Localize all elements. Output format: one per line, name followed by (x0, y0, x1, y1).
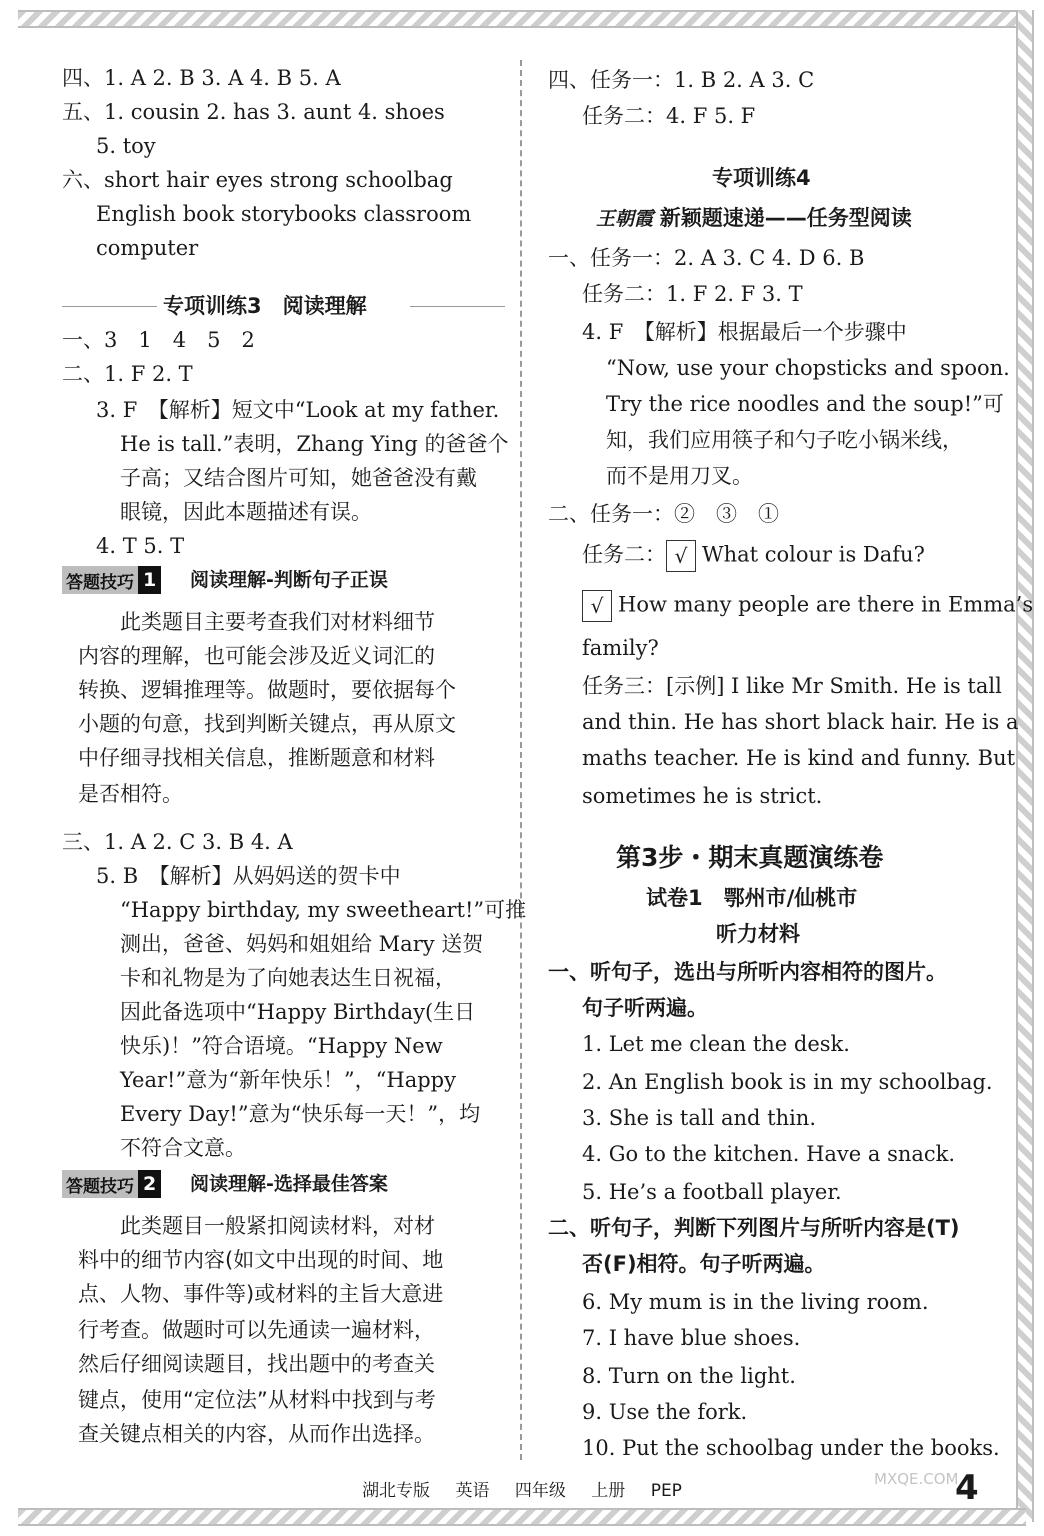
tip1-text-4: 小题的句意，找到判断关键点，再从原文 (78, 712, 456, 736)
t2-task2-q2-cont: family? (582, 636, 659, 660)
tip2-badge (62, 1170, 161, 1198)
listen2-item: 10. Put the schoolbag under the books. (582, 1436, 1000, 1460)
answer-section-5: 五、1. cousin 2. has 3. aunt 4. shoes (62, 100, 445, 124)
listen2-item: 8. Turn on the light. (582, 1364, 796, 1388)
t2-task3-2: and thin. He has short black hair. He is a (582, 710, 1019, 734)
q3-explanation-4: 卡和礼物是为了向她表达生日祝福， (120, 966, 456, 990)
tip1-badge (62, 566, 161, 594)
tip1-text-1: 此类题目主要考查我们对材料细节 (120, 610, 435, 634)
paper-title: 试卷1 鄂州市/仙桃市 (646, 886, 858, 910)
tip1-badge-number: 1 (138, 566, 161, 594)
training4-subtitle: 新颖题速递——任务型阅读 (659, 206, 912, 230)
t1-task2: 任务二：1. F 2. F 3. T (582, 282, 803, 306)
listen1-item: 1. Let me clean the desk. (582, 1032, 850, 1056)
q3-explanation-5: 因此备选项中“Happy Birthday(生日 (120, 1000, 476, 1024)
t1-explanation-5: 而不是用刀叉。 (606, 464, 753, 488)
footer-term: 上册 (591, 1481, 626, 1501)
q3-explanation-8: Every Day!”意为“快乐每一天！”，均 (120, 1102, 481, 1126)
q3-explanation-2: “Happy birthday, my sweetheart!”可推 (120, 898, 527, 922)
tip1-text-5: 中仔细寻找相关信息，推断题意和材料 (78, 746, 435, 770)
footer-grade: 四年级 (514, 1481, 566, 1501)
q3-explanation-3: 测出，爸爸、妈妈和姐姐给 Mary 送贺 (120, 932, 484, 956)
listen1-item: 5. He’s a football player. (582, 1180, 842, 1204)
right-section-4-task2: 任务二：4. F 5. F (582, 104, 756, 128)
tip2-badge-number: 2 (138, 1170, 161, 1198)
training4-title: 专项训练4 (712, 166, 811, 190)
t2-task3-4: sometimes he is strict. (582, 784, 823, 808)
answer-section-6: 六、short hair eyes strong schoolbag (62, 168, 453, 192)
q2-explanation-3: 子高；又结合图片可知，她爸爸没有戴 (120, 466, 477, 490)
q2-answers-2: 4. T 5. T (96, 534, 185, 558)
listen1-item: 2. An English book is in my schoolbag. (582, 1070, 993, 1094)
t1-explanation-4: 知，我们应用筷子和勺子吃小锅米线， (606, 428, 963, 452)
listen2-item: 6. My mum is in the living room. (582, 1290, 929, 1314)
t1-explanation-3: Try the rice noodles and the soup!”可 (606, 392, 1004, 416)
t2-task3-1: 任务三：[示例] I like Mr Smith. He is tall (582, 674, 1002, 698)
answer-section-5-cont: 5. toy (96, 134, 156, 158)
q1-answers: 一、3 1 4 5 2 (62, 328, 255, 352)
tip1-text-2: 内容的理解，也可能会涉及近义词汇的 (78, 644, 435, 668)
tip1-title: 阅读理解-判断句子正误 (190, 569, 388, 591)
t1-task1: 一、任务一：2. A 3. C 4. D 6. B (548, 246, 865, 270)
t1-explanation-1: 4. F 【解析】根据最后一个步骤中 (582, 320, 907, 344)
listen2-heading-2: 否(F)相符。句子听两遍。 (582, 1252, 826, 1276)
t2-task1: 二、任务一：② ③ ① (548, 502, 779, 526)
q3-explanation-7: Year!”意为“新年快乐！”，“Happy (120, 1068, 456, 1092)
tip2-text-6: 键点，使用“定位法”从材料中找到与考 (78, 1388, 436, 1412)
tip2-badge-label: 答题技巧 (62, 1170, 138, 1198)
answer-section-6-line3: computer (96, 236, 199, 260)
q3-answers: 三、1. A 2. C 3. B 4. A (62, 830, 293, 854)
tip2-text-5: 然后仔细阅读题目，找出题中的考查关 (78, 1352, 435, 1376)
t2-task2-row2 (582, 590, 1033, 622)
listen2-item: 7. I have blue shoes. (582, 1326, 801, 1350)
training4-subtitle-row (596, 204, 912, 233)
listen1-heading-2: 句子听两遍。 (582, 996, 708, 1020)
q2-explanation-2: He is tall.”表明，Zhang Ying 的爸爸个 (120, 432, 509, 456)
t2-task2-row (582, 540, 925, 572)
listen2-heading: 二、听句子，判断下列图片与所听内容是(T) (548, 1216, 960, 1240)
t2-task3-3: maths teacher. He is kind and funny. But (582, 746, 1016, 770)
title-rule-right (410, 306, 505, 307)
title-rule-left (62, 306, 157, 307)
right-border (1016, 10, 1034, 1522)
check-box-1: √ (666, 540, 696, 572)
step3-title: 第3步・期末真题演练卷 (616, 843, 884, 872)
listening-subtitle: 听力材料 (716, 922, 800, 946)
bottom-border (18, 1508, 1026, 1526)
tip2-text-1: 此类题目一般紧扣阅读材料，对材 (120, 1214, 435, 1238)
answer-section-4: 四、1. A 2. B 3. A 4. B 5. A (62, 66, 341, 90)
q3-explanation-9: 不符合文意。 (120, 1136, 246, 1160)
tip2-text-3: 点、人物、事件等)或材料的主旨大意进 (78, 1282, 444, 1306)
right-section-4: 四、任务一：1. B 2. A 3. C (548, 68, 815, 92)
footer-subject: 英语 (455, 1481, 490, 1501)
tip2-text-4: 行考查。做题时可以先通读一遍材料， (78, 1318, 435, 1342)
watermark: MXQE.COM (874, 1470, 959, 1488)
brand-logo-text: 王朝霞 (596, 208, 654, 230)
q3-explanation-1: 5. B 【解析】从妈妈送的贺卡中 (96, 864, 401, 888)
listen2-item: 9. Use the fork. (582, 1400, 748, 1424)
t2-task2-q1: What colour is Dafu? (702, 542, 925, 567)
q2-explanation-1: 3. F 【解析】短文中“Look at my father. (96, 398, 500, 422)
listen1-item: 3. She is tall and thin. (582, 1106, 817, 1130)
t1-explanation-2: “Now, use your chopsticks and spoon. (606, 356, 1010, 380)
footer-version: PEP (650, 1481, 682, 1501)
training3-title: 专项训练3 阅读理解 (163, 294, 367, 318)
answer-section-6-line2: English book storybooks classroom (96, 202, 472, 226)
listen1-heading: 一、听句子，选出与所听内容相符的图片。 (548, 960, 947, 984)
footer-edition: 湖北专版 (362, 1481, 431, 1501)
page-number: 4 (955, 1468, 979, 1508)
tip2-text-7: 查关键点相关的内容，从而作出选择。 (78, 1422, 435, 1446)
listen1-item: 4. Go to the kitchen. Have a snack. (582, 1142, 956, 1166)
tip2-title: 阅读理解-选择最佳答案 (190, 1173, 388, 1195)
t2-task2-q2: How many people are there in Emma’s (618, 592, 1034, 617)
tip1-text-6: 是否相符。 (78, 782, 183, 806)
q2-answers: 二、1. F 2. T (62, 362, 193, 386)
t2-task2-label: 任务二： (582, 542, 666, 567)
check-box-2: √ (582, 590, 612, 622)
q2-explanation-4: 眼镜，因此本题描述有误。 (120, 500, 372, 524)
q3-explanation-6: 快乐)！”符合语境。“Happy New (120, 1034, 443, 1058)
top-border (18, 10, 1026, 28)
column-divider (520, 60, 522, 1460)
tip1-badge-label: 答题技巧 (62, 566, 138, 594)
tip1-text-3: 转换、逻辑推理等。做题时，要依据每个 (78, 678, 456, 702)
tip2-text-2: 料中的细节内容(如文中出现的时间、地 (78, 1248, 444, 1272)
